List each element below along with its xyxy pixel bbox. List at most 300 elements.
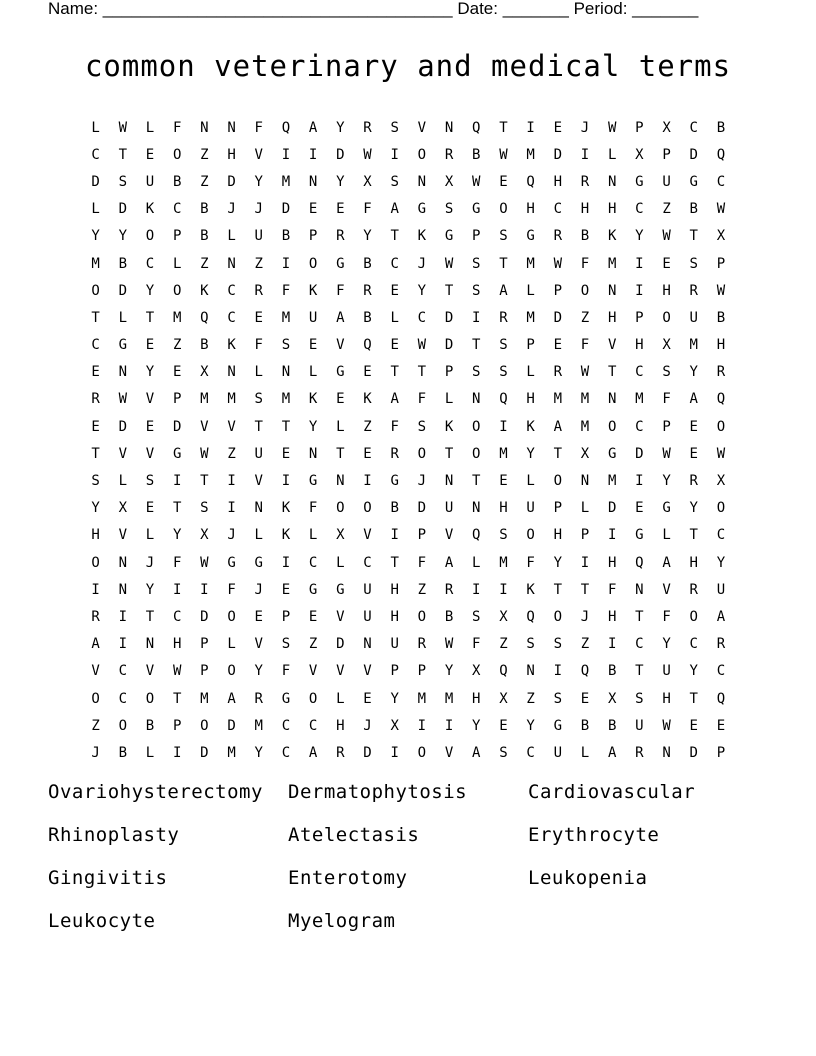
grid-letter: K [417,228,427,245]
word-list-item: Rhinoplasty [48,824,180,846]
grid-letter: Y [526,445,535,462]
grid-letter: B [716,309,726,326]
grid-letter: S [499,337,508,354]
grid-letter: F [254,337,263,354]
grid-letter: E [308,201,318,218]
grid-letter: N [118,364,127,381]
grid-row [82,223,735,250]
grid-letter: Y [118,228,127,245]
grid-row [82,685,735,712]
grid-letter: I [200,581,209,598]
grid-letter: O [145,228,155,245]
grid-letter: M [227,391,236,408]
grid-letter: O [91,690,100,707]
grid-letter: C [91,337,100,354]
grid-letter: H [662,690,671,707]
grid-letter: H [526,201,535,218]
grid-letter: B [172,173,182,190]
grid-letter: V [145,391,155,408]
grid-letter: P [716,255,726,272]
grid-letter: N [227,119,236,136]
grid-letter: I [390,146,399,163]
grid-letter: O [308,690,318,707]
grid-letter: O [553,473,562,490]
grid-letter: T [390,364,399,381]
grid-letter: S [281,636,291,653]
grid-letter: Q [716,391,726,408]
grid-letter: M [227,744,236,761]
grid-letter: R [444,146,454,163]
grid-letter: Q [472,527,481,544]
grid-letter: C [227,309,236,326]
grid-letter: N [308,445,318,462]
grid-letter: E [145,337,155,354]
grid-letter: P [200,663,209,680]
grid-letter: O [91,554,100,571]
grid-letter: G [635,173,644,190]
grid-letter: D [281,201,291,218]
grid-letter: Q [281,119,291,136]
grid-letter: I [363,473,372,490]
grid-letter: W [417,337,427,354]
grid-letter: H [607,554,617,571]
grid-letter: Q [526,173,535,190]
grid-letter: U [553,744,562,761]
grid-letter: K [308,282,318,299]
grid-letter: S [499,527,508,544]
grid-letter: K [607,228,617,245]
grid-letter: Y [689,500,698,517]
grid-letter: E [91,418,100,435]
grid-letter: F [363,201,372,218]
grid-letter: X [499,608,508,625]
grid-row [82,549,735,576]
grid-letter: G [444,228,454,245]
grid-letter: L [118,473,127,490]
grid-letter: T [553,581,562,598]
grid-letter: T [689,228,698,245]
grid-letter: N [363,636,372,653]
grid-letter: E [254,309,263,326]
grid-letter: I [472,309,481,326]
grid-letter: T [91,445,100,462]
grid-letter: J [227,527,236,544]
grid-letter: N [662,744,671,761]
grid-letter: T [145,309,155,326]
grid-letter: N [254,500,263,517]
grid-letter: D [689,744,698,761]
grid-letter: L [227,228,236,245]
grid-letter: Z [417,581,427,598]
grid-row [82,413,735,440]
grid-letter: K [526,581,535,598]
grid-letter: N [200,119,209,136]
grid-letter: R [716,364,726,381]
grid-letter: I [281,554,291,571]
grid-letter: V [118,527,127,544]
grid-letter: Y [308,418,318,435]
grid-letter: I [635,255,644,272]
grid-letter: T [417,364,427,381]
grid-letter: X [635,146,644,163]
grid-letter: R [417,636,427,653]
grid-letter: T [553,445,562,462]
grid-row [82,168,735,195]
grid-letter: H [607,309,617,326]
grid-letter: D [200,744,209,761]
grid-letter: M [499,554,508,571]
grid-letter: S [118,173,127,190]
word-list-item: Leukocyte [48,910,156,932]
grid-letter: O [336,500,345,517]
grid-letter: I [227,473,236,490]
grid-letter: W [662,228,671,245]
grid-letter: H [607,608,617,625]
grid-letter: Y [145,581,155,598]
grid-letter: I [281,473,291,490]
grid-letter: E [553,337,562,354]
grid-letter: N [472,500,481,517]
grid-letter: Q [580,663,590,680]
grid-letter: L [91,119,100,136]
grid-letter: B [444,608,454,625]
grid-letter: F [254,119,263,136]
grid-letter: Y [390,690,399,707]
grid-letter: T [499,119,508,136]
grid-letter: O [662,309,671,326]
grid-letter: M [281,173,291,190]
grid-letter: L [308,527,318,544]
grid-letter: R [336,228,345,245]
grid-letter: V [254,473,263,490]
grid-letter: B [118,744,127,761]
grid-letter: N [580,473,590,490]
grid-letter: O [472,418,481,435]
grid-letter: U [145,173,155,190]
grid-letter: J [91,744,100,761]
grid-letter: D [227,173,236,190]
grid-letter: E [553,119,562,136]
grid-letter: I [281,146,291,163]
grid-letter: W [200,445,209,462]
grid-letter: O [118,717,127,734]
grid-letter: Y [254,744,263,761]
grid-letter: P [580,527,590,544]
grid-letter: M [607,255,617,272]
grid-letter: I [607,527,617,544]
grid-letter: Y [689,364,698,381]
grid-letter: S [472,255,481,272]
grid-letter: M [281,391,291,408]
grid-letter: N [472,391,481,408]
grid-letter: S [281,337,291,354]
grid-letter: W [444,636,454,653]
grid-letter: B [118,255,127,272]
grid-letter: C [417,309,427,326]
grid-letter: I [580,146,590,163]
grid-letter: P [553,282,562,299]
grid-row [82,114,735,141]
grid-letter: E [281,445,291,462]
grid-letter: S [390,173,399,190]
grid-letter: R [363,119,372,136]
grid-letter: O [227,608,236,625]
grid-letter: U [254,445,263,462]
grid-letter: G [308,473,318,490]
grid-letter: O [308,255,318,272]
grid-letter: G [336,364,345,381]
grid-letter: I [118,636,127,653]
grid-letter: I [308,146,318,163]
grid-letter: Y [363,228,372,245]
grid-letter: V [363,663,372,680]
grid-letter: N [336,473,345,490]
grid-letter: Y [444,663,454,680]
grid-letter: I [472,581,481,598]
grid-letter: C [635,364,644,381]
word-list-item: Leukopenia [528,867,648,889]
grid-row [82,739,735,766]
grid-letter: T [472,337,481,354]
grid-letter: N [118,581,127,598]
grid-letter: C [363,554,372,571]
grid-letter: E [689,717,698,734]
grid-letter: B [281,228,291,245]
grid-letter: T [118,146,127,163]
grid-letter: K [526,418,535,435]
grid-letter: N [308,173,318,190]
grid-letter: I [580,554,590,571]
grid-letter: W [662,445,671,462]
grid-letter: I [499,581,508,598]
grid-letter: N [281,364,291,381]
grid-letter: P [635,309,644,326]
grid-letter: R [689,581,698,598]
grid-letter: E [145,146,155,163]
grid-letter: I [390,744,399,761]
grid-letter: R [254,282,263,299]
grid-letter: H [526,391,535,408]
grid-letter: Q [499,663,508,680]
grid-letter: X [716,473,726,490]
grid-letter: V [254,636,263,653]
grid-letter: O [417,146,427,163]
grid-letter: C [281,744,291,761]
grid-letter: F [172,554,182,571]
grid-letter: E [689,445,698,462]
grid-letter: C [91,146,100,163]
grid-letter: P [526,337,535,354]
grid-row [82,250,735,277]
grid-letter: M [689,337,698,354]
grid-letter: Q [200,309,209,326]
grid-letter: E [662,255,671,272]
grid-letter: E [145,500,155,517]
grid-letter: L [580,500,590,517]
grid-letter: O [553,608,562,625]
grid-letter: Z [254,255,263,272]
grid-letter: O [417,744,427,761]
grid-letter: R [635,744,644,761]
grid-letter: E [336,391,345,408]
grid-letter: F [227,581,236,598]
grid-letter: R [390,445,399,462]
grid-letter: O [227,663,236,680]
grid-letter: S [499,364,508,381]
grid-letter: G [526,228,535,245]
grid-letter: R [689,473,698,490]
grid-letter: R [91,608,100,625]
grid-letter: M [417,690,427,707]
grid-letter: J [417,473,427,490]
grid-letter: W [118,119,127,136]
grid-row [82,304,735,331]
grid-letter: E [390,282,399,299]
grid-letter: R [553,228,562,245]
grid-letter: G [662,500,671,517]
grid-letter: T [145,608,155,625]
grid-letter: Y [254,663,263,680]
grid-letter: S [91,473,100,490]
grid-letter: D [118,418,127,435]
grid-letter: M [526,255,535,272]
grid-letter: V [118,445,127,462]
grid-letter: K [363,391,372,408]
grid-letter: B [200,228,209,245]
grid-letter: C [227,282,236,299]
grid-row [82,277,735,304]
grid-letter: F [417,554,427,571]
grid-letter: G [281,690,291,707]
grid-letter: L [526,282,535,299]
grid-letter: O [417,445,427,462]
grid-letter: V [662,581,671,598]
grid-letter: H [635,337,644,354]
grid-letter: A [499,282,508,299]
grid-letter: G [689,173,698,190]
grid-letter: O [716,418,726,435]
grid-letter: W [472,173,481,190]
grid-letter: C [689,119,698,136]
grid-letter: N [526,663,535,680]
grid-letter: V [145,445,155,462]
grid-letter: N [444,119,454,136]
grid-letter: N [145,636,155,653]
grid-letter: S [390,119,399,136]
grid-letter: H [172,636,182,653]
grid-letter: H [553,527,562,544]
grid-letter: M [580,418,590,435]
word-list [48,778,768,935]
grid-letter: N [444,473,454,490]
grid-letter: B [472,146,481,163]
grid-letter: V [145,663,155,680]
grid-letter: M [607,473,617,490]
grid-letter: L [390,309,399,326]
grid-letter: M [200,690,209,707]
grid-letter: L [607,146,617,163]
grid-letter: P [417,663,427,680]
grid-letter: G [390,473,399,490]
grid-letter: U [363,608,372,625]
grid-letter: C [635,418,644,435]
grid-letter: U [689,309,698,326]
grid-letter: D [227,717,236,734]
grid-letter: E [254,608,263,625]
grid-letter: J [417,255,427,272]
grid-letter: K [227,337,236,354]
grid-letter: T [200,473,209,490]
grid-letter: P [716,744,726,761]
grid-letter: X [200,527,209,544]
grid-letter: V [444,744,454,761]
grid-letter: O [716,500,726,517]
grid-letter: E [499,473,508,490]
grid-letter: C [281,717,291,734]
grid-letter: T [390,554,399,571]
grid-letter: E [363,445,372,462]
grid-letter: T [254,418,263,435]
grid-letter: T [336,445,345,462]
grid-letter: E [172,364,182,381]
word-list-item: Erythrocyte [528,824,660,846]
grid-letter: S [499,744,508,761]
grid-letter: F [580,337,590,354]
grid-letter: T [172,500,182,517]
grid-letter: D [200,608,209,625]
grid-letter: R [444,581,454,598]
grid-row [82,386,735,413]
grid-letter: H [336,717,345,734]
grid-letter: G [336,255,345,272]
grid-letter: P [172,717,182,734]
grid-letter: F [281,663,291,680]
grid-letter: E [716,717,726,734]
grid-letter: J [363,717,372,734]
grid-letter: D [689,146,698,163]
grid-letter: Y [254,173,263,190]
grid-letter: X [580,445,590,462]
grid-letter: I [553,663,562,680]
grid-letter: P [172,228,182,245]
grid-letter: O [172,146,182,163]
grid-letter: S [472,364,481,381]
grid-row [82,440,735,467]
grid-letter: E [281,581,291,598]
grid-letter: Z [172,337,182,354]
grid-letter: X [444,173,454,190]
grid-letter: T [580,581,590,598]
grid-row [82,522,735,549]
grid-letter: Q [716,690,726,707]
grid-letter: I [635,473,644,490]
grid-letter: H [689,554,698,571]
grid-letter: S [254,391,263,408]
grid-letter: V [417,119,427,136]
grid-letter: T [91,309,100,326]
grid-letter: E [308,608,318,625]
grid-letter: W [580,364,590,381]
grid-letter: N [417,173,427,190]
grid-letter: T [689,527,698,544]
grid-letter: T [472,473,481,490]
grid-letter: Y [145,364,155,381]
grid-letter: Y [91,228,100,245]
grid-letter: E [363,364,372,381]
grid-letter: Z [227,445,236,462]
grid-letter: C [635,636,644,653]
grid-letter: P [200,636,209,653]
